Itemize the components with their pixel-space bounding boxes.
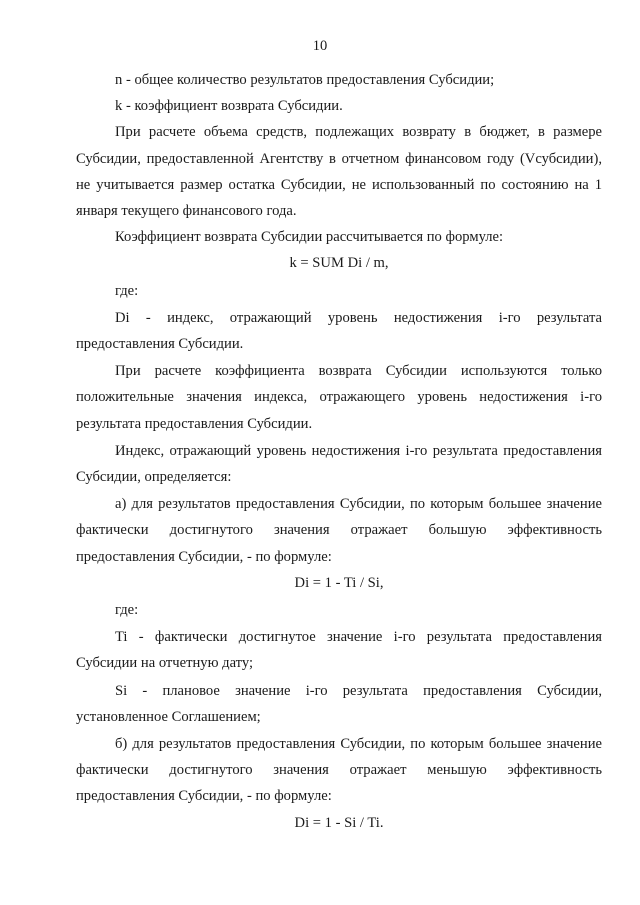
paragraph-case-a: а) для результатов предоставления Субсидии, по которым большее значение фактически достигнутого значения отражает большую эффективность предоставления Субсидии, - по формуле: xyxy=(76,496,602,565)
paragraph-si-definition: Si - плановое значение i-го результата предоставления Субсидии, установленное Соглашением; xyxy=(76,682,602,725)
paragraph-k-definition: k - коэффициент возврата Субсидии. xyxy=(115,98,343,115)
page-number: 10 xyxy=(312,38,328,54)
formula-k: k = SUM Di / m, xyxy=(289,255,389,272)
formula-di-a: Di = 1 - Ti / Si, xyxy=(294,574,384,591)
paragraph-positive-values: При расчете коэффициента возврата Субсидии используются только положительные значения индекса, отражающего уровень недостижения i-го результата предоставления Субсидии. xyxy=(76,363,602,432)
paragraph-n-definition: n - общее количество результатов предоставления Субсидии; xyxy=(115,72,495,88)
formula-di-b: Di = 1 - Si / Ti. xyxy=(294,814,384,831)
paragraph-where-2: где: xyxy=(115,602,139,619)
paragraph-ti-definition: Ti - фактически достигнутое значение i-го результата предоставления Субсидии на отчетную дату; xyxy=(76,629,602,672)
document-body xyxy=(76,67,602,836)
paragraph-where-1: где: xyxy=(115,282,139,299)
paragraph-di-definition: Di - индекс, отражающий уровень недостижения i-го результата предоставления Субсидии. xyxy=(76,309,602,353)
paragraph-index-determined: Индекс, отражающий уровень недостижения i-го результата предоставления Субсидии, определяется: xyxy=(76,442,602,486)
paragraph-coefficient-intro: Коэффициент возврата Субсидии рассчитывается по формуле: xyxy=(115,229,504,246)
paragraph-return-volume: При расчете объема средств, подлежащих возврату в бюджет, в размере Субсидии, предоставленной Агентству в отчетном финансовом году (Vсубсидии), не учитывается размер остатка Субсидии, не использованный по состоянию на 1 января текущего финансового года. xyxy=(76,124,602,220)
paragraph-case-b: б) для результатов предоставления Субсидии, по которым большее значение фактически достигнутого значения отражает меньшую эффективность предоставления Субсидии, - по формуле: xyxy=(76,736,602,805)
